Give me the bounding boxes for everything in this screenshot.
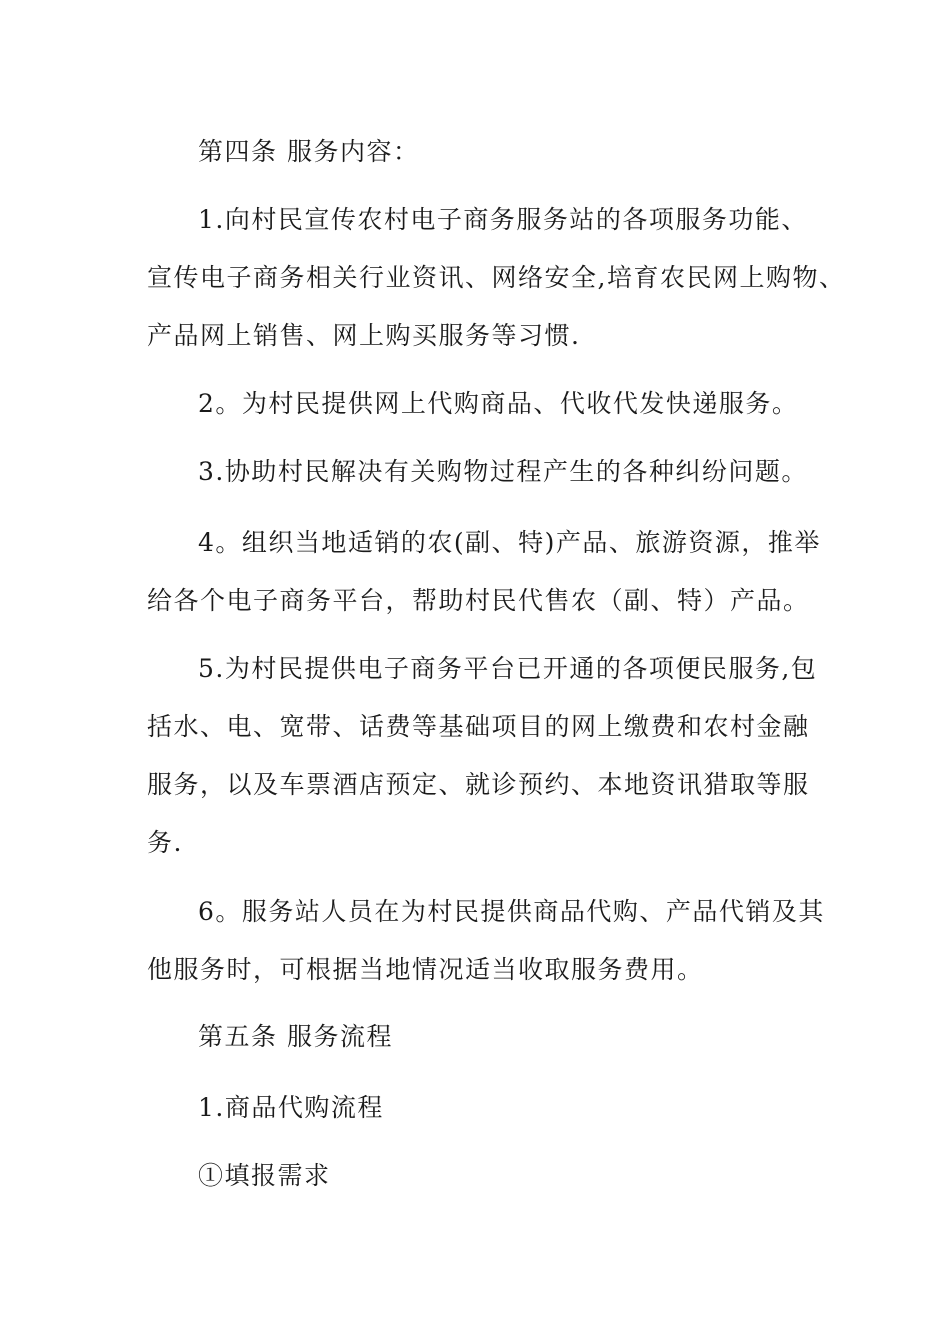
item-3-line-1: 3.协助村民解决有关购物过程产生的各种纠纷问题。 [198, 457, 808, 486]
item-1-line-1: 1.向村民宣传农村电子商务服务站的各项服务功能、 [198, 205, 808, 234]
article-5-step-1: ①填报需求 [198, 1161, 331, 1190]
article-5-heading: 第五条 服务流程 [198, 1022, 393, 1051]
item-1-line-3: 产品网上销售、网上购买服务等习惯. [147, 321, 581, 350]
item-5-line-2: 括水、电、宽带、话费等基础项目的网上缴费和农村金融 [147, 712, 810, 741]
item-6-line-1: 6。服务站人员在为村民提供商品代购、产品代销及其 [198, 897, 825, 926]
item-5-line-4: 务. [147, 828, 183, 857]
item-5-line-1: 5.为村民提供电子商务平台已开通的各项便民服务,包 [198, 654, 818, 683]
item-6-line-2: 他服务时，可根据当地情况适当收取服务费用。 [147, 955, 704, 984]
article-4-heading: 第四条 服务内容： [198, 137, 420, 166]
item-1-line-2: 宣传电子商务相关行业资讯、网络安全,培育农民网上购物、 [147, 263, 846, 292]
article-5-subheading: 1.商品代购流程 [198, 1093, 384, 1122]
item-5-line-3: 服务，以及车票酒店预定、就诊预约、本地资讯猎取等服 [147, 770, 810, 799]
item-4-line-2: 给各个电子商务平台，帮助村民代售农（副、特）产品。 [147, 586, 810, 615]
item-2-line-1: 2。为村民提供网上代购商品、代收代发快递服务。 [198, 389, 799, 418]
item-4-line-1: 4。组织当地适销的农(副、特)产品、旅游资源，推举 [198, 528, 821, 557]
